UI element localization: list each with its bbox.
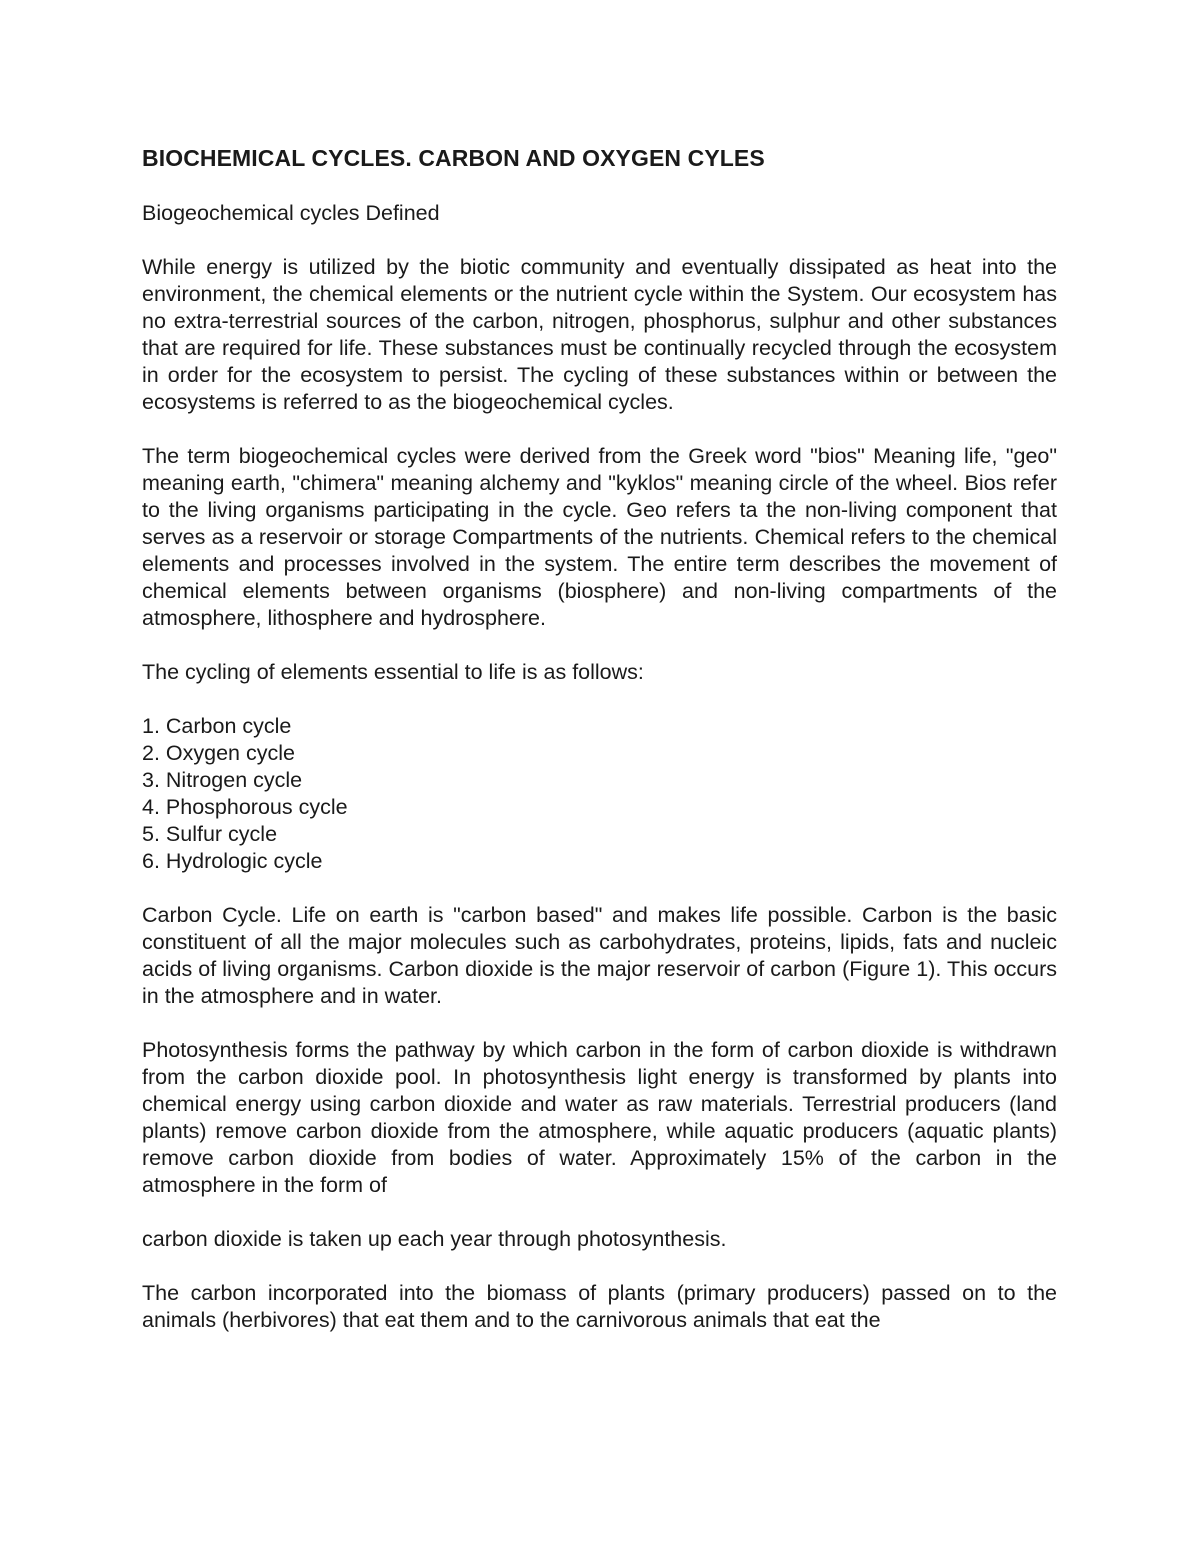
document-title: BIOCHEMICAL CYCLES. CARBON AND OXYGEN CYLES bbox=[142, 145, 765, 171]
paragraph-biomass: The carbon incorporated into the biomass of plants (primary producers) passed on to the animals (herbivores) that eat them and to the carnivorous animals that eat the bbox=[142, 1281, 1057, 1332]
document-body bbox=[142, 143, 1057, 1361]
cycles-list bbox=[142, 713, 1057, 875]
section-heading: Biogeochemical cycles Defined bbox=[142, 201, 440, 225]
paragraph-intro: While energy is utilized by the biotic community and eventually dissipated as heat into the environment, the chemical elements or the nutrient cycle within the System. Our ecosystem has no extra-terrestrial sources of the carbon, nitrogen, phosphorus, sulphur and other substances that are required for life. These substances must be continually recycled through the ecosystem in order for the ecosystem to persist. The cycling of these substances within or between the ecosystems is referred to as the biogeochemical cycles. bbox=[142, 255, 1057, 414]
list-item: 6. Hydrologic cycle bbox=[142, 849, 323, 873]
paragraph-carbon-cycle: Carbon Cycle. Life on earth is "carbon based" and makes life possible. Carbon is the basic constituent of all the major molecules such as carbohydrates, proteins, lipids, fats and nucleic acids of living organisms. Carbon dioxide is the major reservoir of carbon (Figure 1). This occurs in the atmosphere and in water. bbox=[142, 903, 1057, 1008]
paragraph-photosynthesis: Photosynthesis forms the pathway by which carbon in the form of carbon dioxide is withdrawn from the carbon dioxide pool. In photosynthesis light energy is transformed by plants into chemical energy using carbon dioxide and water as raw materials. Terrestrial producers (land plants) remove carbon dioxide from the atmosphere, while aquatic producers (aquatic plants) remove carbon dioxide from bodies of water. Approximately 15% of the carbon in the atmosphere in the form of bbox=[142, 1038, 1057, 1197]
paragraph-photosynthesis-continued: carbon dioxide is taken up each year through photosynthesis. bbox=[142, 1227, 727, 1251]
list-item: 5. Sulfur cycle bbox=[142, 822, 278, 846]
list-item: 2. Oxygen cycle bbox=[142, 741, 295, 765]
list-item: 4. Phosphorous cycle bbox=[142, 795, 348, 819]
paragraph-term-definition: The term biogeochemical cycles were derived from the Greek word "bios" Meaning life, "geo" meaning earth, "chimera" meaning alchemy and "kyklos" meaning circle of the wheel. Bios refer to the living organisms participating in the cycle. Geo refers ta the non-living component that serves as a reservoir or storage Compartments of the nutrients. Chemical refers to the chemical elements and processes involved in the system. The entire term describes the movement of chemical elements between organisms (biosphere) and non-living compartments of the atmosphere, lithosphere and hydrosphere. bbox=[142, 444, 1057, 630]
list-item: 3. Nitrogen cycle bbox=[142, 768, 303, 792]
paragraph-list-intro: The cycling of elements essential to life is as follows: bbox=[142, 660, 644, 684]
list-item: 1. Carbon cycle bbox=[142, 714, 292, 738]
